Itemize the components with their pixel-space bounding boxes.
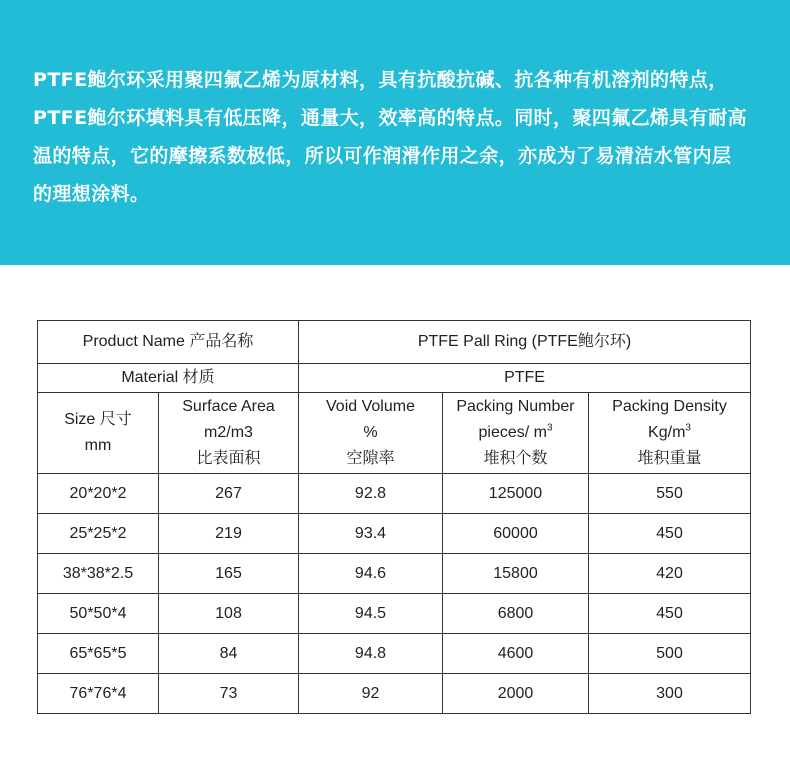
size-cell: 25*25*2 [38,514,159,554]
superscript: 3 [546,422,553,434]
intro-line: 温的特点，它的摩擦系数极低，所以可作润滑作用之余，亦成为了易清洁水管内层 [33,145,732,167]
spec-table [37,320,751,714]
packing-density-cell: 450 [589,594,751,634]
packing-density-cell: 550 [589,474,751,514]
packing-number-cell: 125000 [443,474,589,514]
product-name-row [38,321,751,364]
header-line: % [363,424,378,441]
packing-density-cell: 300 [589,674,751,714]
header-line: Surface Area [182,398,275,415]
packing-density-cell: 450 [589,514,751,554]
header-line: Packing Number [456,398,575,415]
header-line: 比表面积 [196,450,261,467]
surface-area-cell: 73 [159,674,299,714]
superscript: 3 [685,422,691,434]
header-line: Packing Density [612,398,727,415]
surface-area-cell: 165 [159,554,299,594]
size-cell: 50*50*4 [38,594,159,634]
intro-paragraph [33,61,773,213]
packing-number-cell: 60000 [443,514,589,554]
column-header-size [38,393,159,474]
surface-area-cell: 84 [159,634,299,674]
column-header-surface-area [159,393,299,474]
product-name-label: Product Name 产品名称 [38,321,299,364]
intro-banner [0,0,790,265]
column-header-packing-number [443,393,589,474]
header-line: Void Volume [326,398,415,415]
surface-area-cell: 108 [159,594,299,634]
column-header-packing-density [589,393,751,474]
product-name-value: PTFE Pall Ring (PTFE鲍尔环) [299,321,751,364]
surface-area-cell: 219 [159,514,299,554]
column-header-row [38,393,751,474]
header-line [589,420,750,446]
void-volume-cell: 94.5 [299,594,443,634]
material-value: PTFE [299,364,751,393]
header-unit: Kg/m [648,424,686,441]
table-row [38,514,751,554]
void-volume-cell: 94.6 [299,554,443,594]
column-header-void-volume [299,393,443,474]
void-volume-cell: 94.8 [299,634,443,674]
table-row [38,474,751,514]
packing-number-cell: 15800 [443,554,589,594]
header-line: 空隙率 [346,450,395,467]
packing-number-cell: 4600 [443,634,589,674]
header-line: m2/m3 [204,424,253,441]
packing-density-cell: 420 [589,554,751,594]
material-label: Material 材质 [38,364,299,393]
header-line: 堆积个数 [483,450,548,467]
table-row [38,634,751,674]
void-volume-cell: 92.8 [299,474,443,514]
material-row [38,364,751,393]
table-row [38,594,751,634]
header-line: Size 尺寸 [64,411,132,428]
packing-density-cell: 500 [589,634,751,674]
packing-number-cell: 2000 [443,674,589,714]
header-line [443,420,588,446]
void-volume-cell: 92 [299,674,443,714]
size-cell: 76*76*4 [38,674,159,714]
size-cell: 65*65*5 [38,634,159,674]
surface-area-cell: 267 [159,474,299,514]
intro-line: PTFE鲍尔环采用聚四氟乙烯为原材料，具有抗酸抗碱、抗各种有机溶剂的特点， [33,69,728,91]
size-cell: 38*38*2.5 [38,554,159,594]
header-unit: pieces/ m [478,424,547,441]
table-row [38,674,751,714]
header-line: 堆积重量 [637,450,702,467]
void-volume-cell: 93.4 [299,514,443,554]
packing-number-cell: 6800 [443,594,589,634]
size-cell: 20*20*2 [38,474,159,514]
header-line: mm [84,437,112,454]
intro-line: PTFE鲍尔环填料具有低压降，通量大，效率高的特点。同时，聚四氟乙烯具有耐高 [33,107,748,129]
table-row [38,554,751,594]
intro-line: 的理想涂料。 [33,183,150,205]
